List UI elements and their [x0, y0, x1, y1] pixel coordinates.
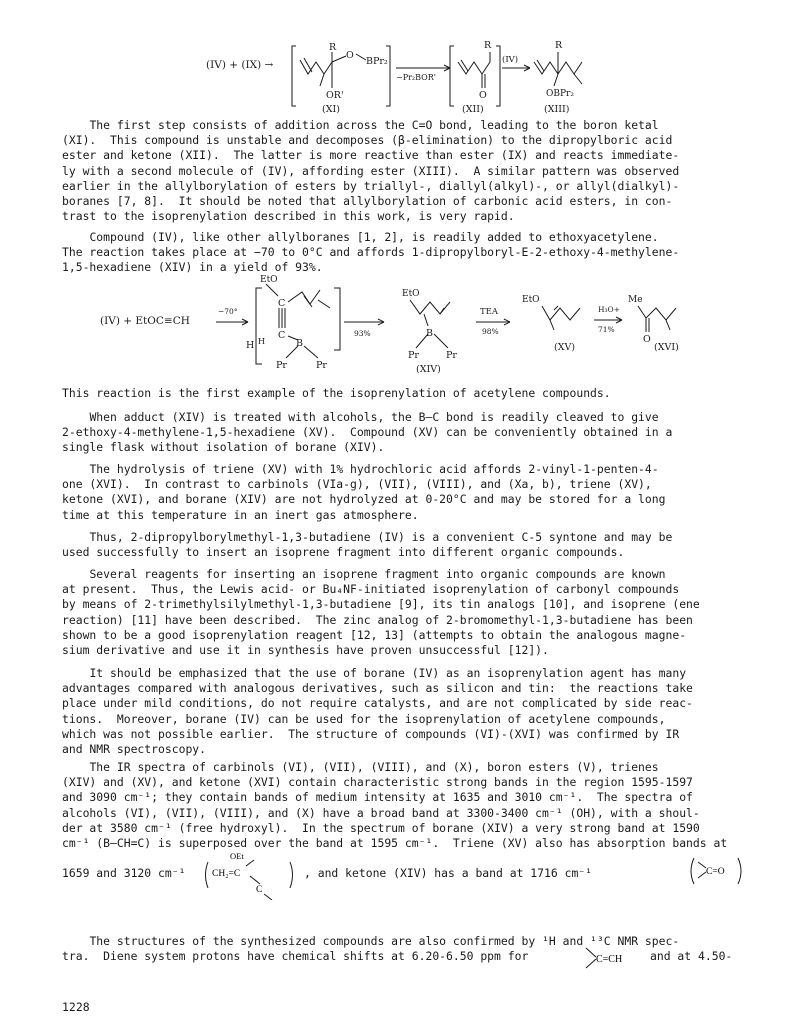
scheme2-label-xv: (XV) — [554, 342, 576, 353]
scheme2-pr3: Pr — [408, 350, 419, 361]
paragraph-10-end: , and ketone (XIV) has a band at 1716 cm⁻¹ — [304, 866, 593, 880]
formula-c: C — [256, 885, 263, 895]
paragraph-1: The first step consists of addition across the C=O bond, leading to the boron ketal (XI). This compound is unstable and decomposes (β-elimination) to the dipropylboric acid ester and ketone (XII). The latter is more reactive than ester (IX) and reacts immediate- ly with a second molecule of (IV), affording ester (XIII). A similar pattern was observed earlier in the allylborylation of esters by triallyl-, diallyl(alkyl)-, or allyl(dialkyl)- boranes [7, 8]. It should be noted that allylborylation of carbonic acid esters, in con- trast to the isoprenylation described in this work, is very rapid. — [62, 118, 680, 224]
formula-cch: C=CH — [596, 954, 623, 965]
paragraph-4: When adduct (XIV) is treated with alcohols, the B—C bond is readily cleaved to give 2-ethoxy-4-methylene-1,5-hexadiene (XV). Compound (XV) can be conveniently obtained in a single flask without isolation of borane (XIV). — [62, 410, 673, 455]
paragraph-2: Compound (IV), like other allylboranes [1, 2], is readily added to ethoxyacetylene. The reaction takes place at −70 to 0°C and affords 1-dipropylboryl-E-2-ethoxy-4-methylene- 1,5-hexadiene (XIV) in a yield of 93%. — [62, 230, 680, 275]
scheme2-h-big: H — [246, 340, 255, 351]
page-number: 1228 — [62, 1000, 90, 1014]
paragraph-11: The structures of the synthesized compounds are also confirmed by ¹H and ¹³C NMR spec- tra. Diene system protons have chemical shifts at 6.20-6.50 ppm for — [62, 934, 680, 964]
formula-carbonyl — [688, 854, 748, 888]
scheme2-eto-mid: EtO — [402, 289, 420, 299]
scheme2-eto-right: EtO — [522, 295, 540, 305]
scheme2-me: Me — [628, 295, 643, 305]
paragraph-9: The IR spectra of carbinols (VI), (VII), (VIII), and (X), boron esters (V), trienes (XIV) and (XV), and ketone (XVI) contain characteristic strong bands in the region 1595-1597 and 3090 cm⁻¹; they contain bands of medium intensity at 1635 and 3010 cm⁻¹. The spectra of alcohols (VI), (VII), (VIII), and (X) have a broad band at 3300-3400 cm⁻¹ (OH), with a shoul- der at 3580 cm⁻¹ (free hydroxyl). In the spectrum of borane (XIV) a very strong band at 1590 cm⁻¹ (B—CH=C) is superposed over the band at 1595 cm⁻¹. Triene (XV) also has absorption bands at — [62, 760, 728, 851]
scheme2-o: O — [643, 334, 651, 345]
formula-co: C=O — [706, 867, 725, 877]
paragraph-11-end: and at 4.50- — [650, 949, 733, 963]
reaction-scheme-2 — [98, 274, 738, 374]
scheme2-tea: TEA — [480, 307, 499, 317]
paragraph-5: The hydrolysis of triene (XV) with 1% hydrochloric acid affords 2-vinyl-1-penten-4- one (XVI). In contrast to carbinols (VIa-g), (VII), (VIII), and (Xa, b), triene (XV), ketone (XVI), and borane (XIV) are not hydrolyzed at 0-20°C and may be stored for a long time at this temperature in an inert gas atmosphere. — [62, 462, 666, 522]
paragraph-6: Thus, 2-dipropylborylmethyl-1,3-butadiene (IV) is a convenient C-5 syntone and may be used successfully to insert an isoprene fragment into different organic compounds. — [62, 530, 673, 560]
formula-oet: OEt — [230, 851, 244, 861]
paragraph-7: Several reagents for inserting an isoprene fragment into organic compounds are known at present. Thus, the Lewis acid- or Bu₄NF-initiated isoprenylation of carbonyl compounds by means of 2-trimethylsilylmethyl-1,3-butadiene [9], its tin analogs [10], and isoprene (ene reaction) [11] have been described. The zinc analog of 2-bromomethyl-1,3-butadiene has been shown to be a good isoprenylation reagent [12, 13] (attempts to obtain the analogous magne- sium derivative and use it in synthesis have proven unsuccessful [12]). — [62, 567, 700, 658]
scheme2-pr1: Pr — [276, 360, 287, 371]
scheme1-r-top: R — [329, 42, 337, 53]
scheme1-arrow-label: −Pr₂BOR' — [396, 73, 436, 82]
formula-vinyl — [584, 944, 648, 972]
scheme2-label-xiv: (XIV) — [416, 364, 441, 374]
scheme2-yield3: 71% — [598, 325, 615, 334]
scheme2-h3o: H₃O+ — [598, 305, 620, 314]
scheme1-o: O — [346, 50, 354, 61]
scheme2-pr2: Pr — [316, 360, 327, 371]
paragraph-3: This reaction is the first example of the isoprenylation of acetylene compounds. — [62, 386, 611, 400]
reaction-scheme-1 — [200, 40, 620, 116]
scheme1-iv: (IV) — [502, 55, 519, 65]
scheme2-c1: C — [278, 298, 286, 309]
scheme2-pr4: Pr — [446, 350, 457, 361]
scheme1-bpr2: BPr₂ — [366, 56, 388, 67]
scheme1-label-xiii: (XIII) — [544, 104, 570, 115]
scheme1-o-ketone: O — [479, 90, 487, 101]
scheme2-b: B — [296, 338, 303, 349]
paragraph-8: It should be emphasized that the use of borane (IV) as an isoprenylation agent has many advantages compared with analogous derivatives, such as silicon and tin: the reactions take place under mild conditions, do not require catalysts, and are not complicated by side reac- tions. Moreover, borane (IV) can be used for the isoprenylation of acetylene compounds, which was not possible earlier. The structure of compounds (VI)-(XVI) was confirmed by IR and NMR spectroscopy. — [62, 666, 693, 757]
scheme2-yield1: 93% — [354, 329, 371, 338]
formula-ch2c: CH₂=C — [212, 869, 241, 879]
paragraph-10-start: 1659 and 3120 cm⁻¹ — [62, 866, 186, 880]
scheme1-obpr2: OBPr₂ — [546, 89, 574, 99]
scheme1-reactants: (IV) + (IX) → — [206, 59, 274, 71]
scheme2-eto-top: EtO — [260, 275, 278, 285]
scheme2-h-small: H — [258, 337, 265, 346]
scheme2-label-xvi: (XVI) — [654, 342, 679, 353]
scheme1-label-xii: (XII) — [462, 104, 484, 115]
scheme2-b-mid: B — [426, 328, 433, 339]
scheme1-or: OR' — [326, 90, 344, 101]
scheme2-reactants: (IV) + EtOC≡CH — [100, 315, 190, 327]
scheme2-temp: −70° — [218, 307, 238, 316]
scheme2-yield2: 98% — [482, 327, 499, 336]
scheme2-c2: C — [278, 330, 286, 341]
scheme1-r-right: R — [555, 40, 563, 51]
scheme1-r-mid: R — [484, 40, 492, 51]
formula-vinyl-ether — [202, 850, 304, 900]
scheme1-label-xi: (XI) — [322, 104, 340, 115]
